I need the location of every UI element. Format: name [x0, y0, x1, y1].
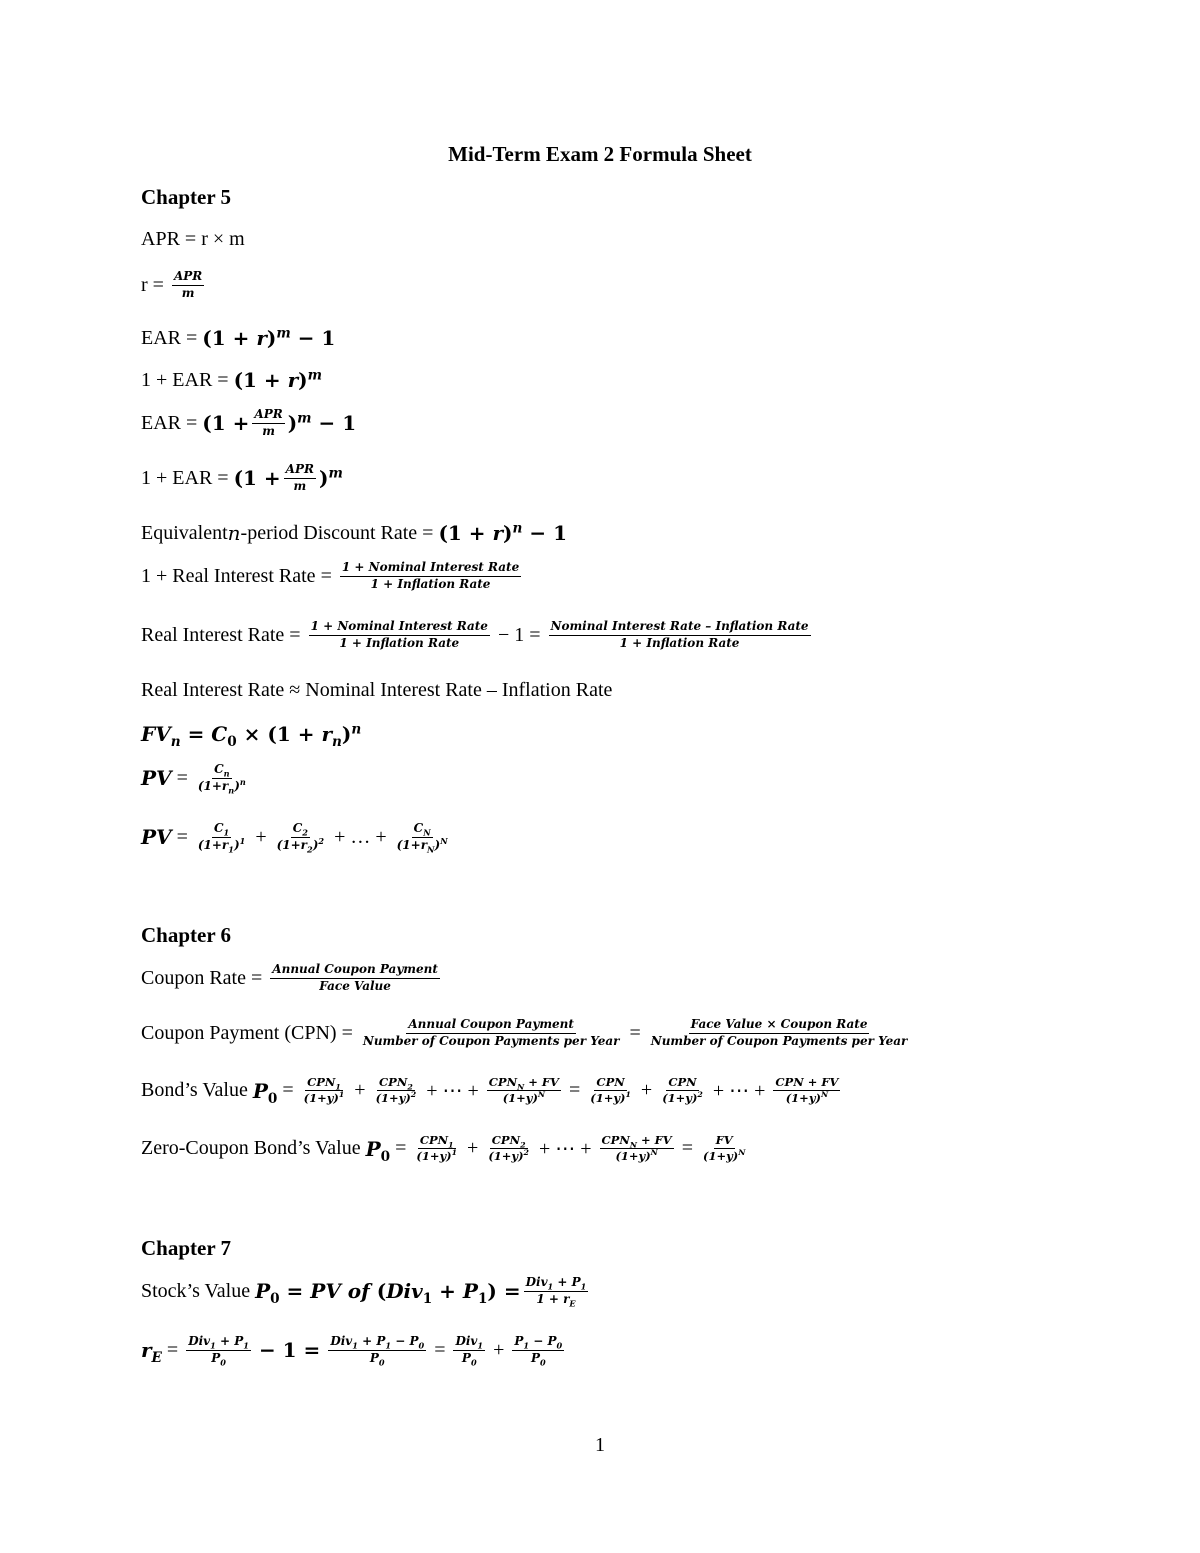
- fraction: $\frac{\text{APR}}{m}$: [285, 462, 314, 493]
- fraction: $\frac{\text{1 + Nominal Interest Rate}}{\text{1 + Inflation Rate}}$: [341, 560, 520, 591]
- formula-pv-stream: PV = $\frac{C_1}{(1+r_1)^1}$ + $\frac{C_2}{(1+r_2)^2}$ + … + $\frac{C_N}{(1+r_N)^N}$: [141, 821, 448, 855]
- formula-label: APR: [141, 228, 180, 250]
- formula-stock-value: Stock’s Value $P_0$ = PV of $(Div_1 + P_1)$ = $\frac{Div_1 + P_1}{1 + r_E}$: [141, 1275, 587, 1309]
- fraction: $\frac{C_n}{(1+r_n)^n}$: [197, 762, 246, 796]
- formula-real-rate: Real Interest Rate = $\frac{\text{1 + Nominal Interest Rate}}{\text{1 + Inflation Rate}}$ − 1 = $\frac{\text{Nominal Interest Rate – Inflation Rate}}{\text{1 + Inflation Rate}}$: [141, 619, 809, 650]
- fraction: $\frac{FV}{(1+y)^N}$: [703, 1133, 746, 1164]
- formula-rhs: r × m: [201, 228, 245, 250]
- fraction: $\frac{Div_1 + P_1}{1 + r_E}$: [525, 1275, 587, 1309]
- formula-r: r = $\frac{\text{APR}}{m}$: [141, 269, 203, 300]
- fraction: $\frac{\text{CPN}}{(1+y)^1}$: [590, 1075, 631, 1106]
- fraction: $\frac{P_1 - P_0}{P_0}$: [514, 1334, 563, 1368]
- formula-fv: $FV_n = C_0 \times (1 + r_n)^n$: [141, 721, 362, 750]
- fraction: $\frac{\text{APR}}{m}$: [254, 407, 283, 438]
- fraction: $\frac{\text{1 + Nominal Interest Rate}}{\text{1 + Inflation Rate}}$: [310, 619, 488, 650]
- formula-ear: EAR = $(1 + r)^m - 1$: [141, 325, 336, 350]
- page-number: 1: [595, 1434, 605, 1456]
- formula-ear-apr: EAR = (1 + $\frac{\text{APR}}{m}$ )$^m$ − 1: [141, 407, 357, 438]
- fraction: $\frac{\text{CPN + FV}}{(1+y)^N}$: [775, 1075, 839, 1106]
- fraction: $\frac{\text{APR}}{m}$: [173, 269, 203, 300]
- formula-one-plus-real-rate: 1 + Real Interest Rate = $\frac{\text{1 + Nominal Interest Rate}}{\text{1 + Inflation Rate}}$: [141, 560, 520, 591]
- fraction: $\frac{CPN_1}{(1+y)^1}$: [303, 1075, 345, 1106]
- fraction: $\frac{C_2}{(1+r_2)^2}$: [276, 821, 325, 855]
- formula-one-plus-ear: 1 + EAR = $(1 + r)^m$: [141, 367, 323, 392]
- fraction: $\frac{Div_1 + P_1}{P_0}$: [188, 1334, 249, 1368]
- formula-coupon-payment: Coupon Payment (CPN) = $\frac{\text{Annual Coupon Payment}}{\text{Number of Coupon Payments per Year}}$ = $\frac{\text{Face Value × Coupon Rate}}{\text{Number of Coupon Payments per Year}}$: [141, 1017, 908, 1048]
- chapter-7-heading: Chapter 7: [141, 1236, 232, 1260]
- formula-coupon-rate: Coupon Rate = $\frac{\text{Annual Coupon Payment}}{\text{Face Value}}$: [141, 962, 438, 993]
- formula-zero-coupon-bond: Zero-Coupon Bond’s Value $P_0$ = $\frac{CPN_1}{(1+y)^1}$ + $\frac{CPN_2}{(1+y)^2}$ + ⋯ + $\frac{CPN_N + FV}{(1+y)^N}$ = $\frac{FV}{(1+y)^N}$: [141, 1133, 746, 1165]
- fraction: $\frac{\text{Annual Coupon Payment}}{\text{Number of Coupon Payments per Year}}$: [362, 1017, 620, 1048]
- fraction: $\frac{C_N}{(1+r_N)^N}$: [396, 821, 448, 855]
- fraction: $\frac{CPN_2}{(1+y)^2}$: [375, 1075, 417, 1106]
- formula-apr: APR = r × m: [141, 228, 245, 250]
- fraction: $\frac{CPN_N + FV}{(1+y)^N}$: [488, 1075, 559, 1106]
- fraction: $\frac{CPN_1}{(1+y)^1}$: [416, 1133, 458, 1164]
- fraction: $\frac{CPN_2}{(1+y)^2}$: [488, 1133, 529, 1164]
- fraction: $\frac{Div_1}{P_0}$: [455, 1334, 484, 1368]
- fraction: $\frac{\text{CPN}}{(1+y)^2}$: [662, 1075, 703, 1106]
- fraction: $\frac{\text{Face Value × Coupon Rate}}{\text{Number of Coupon Payments per Year}}$: [650, 1017, 908, 1048]
- fraction: $\frac{C_1}{(1+r_1)^1}$: [197, 821, 246, 855]
- fraction: $\frac{\text{Annual Coupon Payment}}{\text{Face Value}}$: [272, 962, 438, 993]
- fraction: $\frac{CPN_N + FV}{(1+y)^N}$: [601, 1133, 672, 1164]
- formula-one-plus-ear-apr: 1 + EAR = (1 + $\frac{\text{APR}}{m}$ )$^m$: [141, 462, 343, 493]
- fraction: $\frac{Div_1 + P_1 - P_0}{P_0}$: [330, 1334, 425, 1368]
- chapter-6-heading: Chapter 6: [141, 923, 232, 947]
- page-title: Mid-Term Exam 2 Formula Sheet: [448, 142, 752, 166]
- chapter-5-heading: Chapter 5: [141, 185, 232, 209]
- formula-bond-value: Bond’s Value $P_0$ = $\frac{CPN_1}{(1+y)^1}$ + $\frac{CPN_2}{(1+y)^2}$ + ⋯ + $\frac{CPN_N + FV}{(1+y)^N}$ = $\frac{\text{CPN}}{(1+y)^1}$ + $\frac{\text{CPN}}{(1+y)^2}$ + ⋯ + $\frac{\text{CPN + FV}}{(1+y)^N}$: [141, 1075, 839, 1107]
- formula-pv-single: PV = $\frac{C_n}{(1+r_n)^n}$: [141, 762, 246, 796]
- fraction: $\frac{\text{Nominal Interest Rate – Inflation Rate}}{\text{1 + Inflation Rate}}$: [550, 619, 809, 650]
- formula-real-rate-approx: Real Interest Rate ≈ Nominal Interest Rate – Inflation Rate: [141, 679, 613, 701]
- formula-equivalent-rate: Equivalent n -period Discount Rate = $(1 + r)^n - 1$: [141, 520, 568, 545]
- formula-expected-return: $r_E$ = $\frac{Div_1 + P_1}{P_0}$ − 1 = $\frac{Div_1 + P_1 - P_0}{P_0}$ = $\frac{Div_1}{P_0}$ + $\frac{P_1 - P_0}{P_0}$: [141, 1334, 563, 1368]
